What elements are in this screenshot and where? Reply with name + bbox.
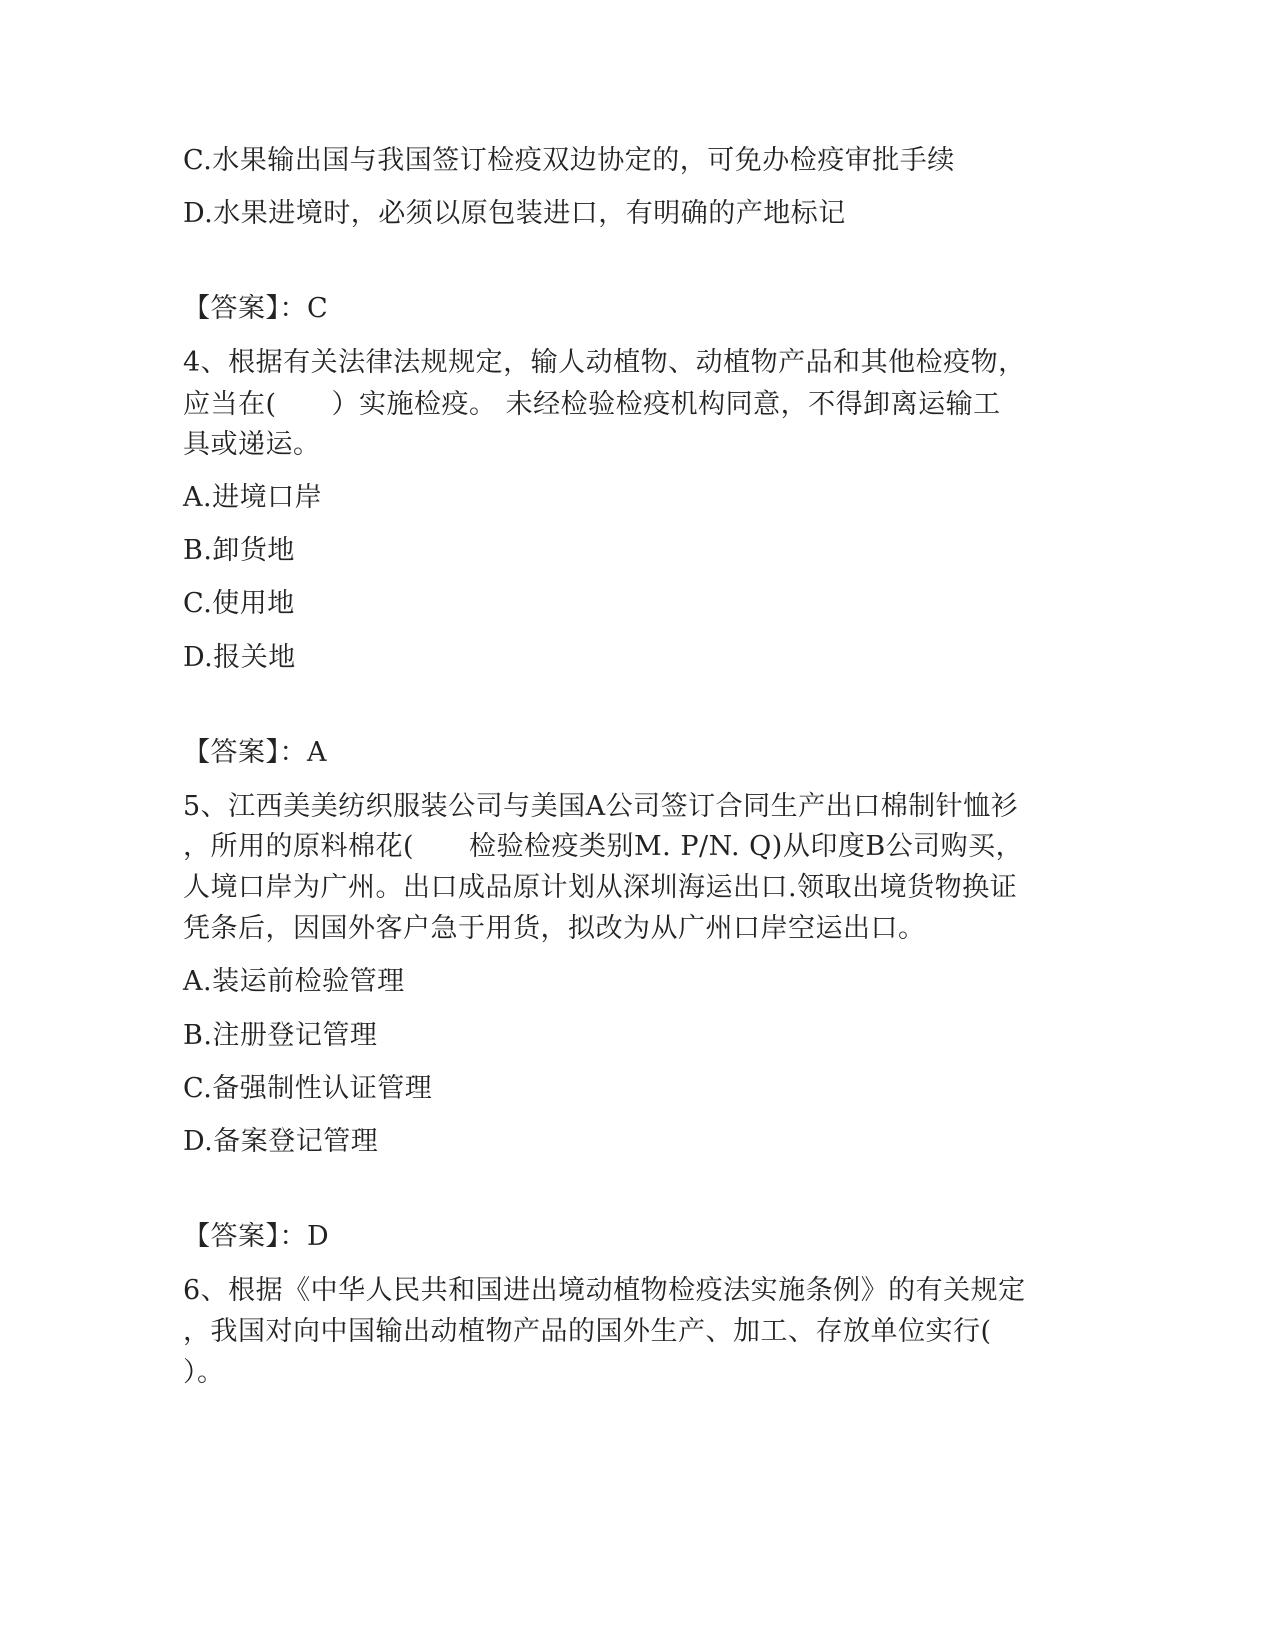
q3-option-c: C.水果输出国与我国签订检疫双边协定的，可免办检疫审批手续 bbox=[183, 145, 955, 176]
q4-option-c: C.使用地 bbox=[183, 588, 295, 619]
q4-stem-line-3: 具或递运。 bbox=[183, 429, 321, 460]
q5-stem-line-2: ，所用的原料棉花( 检验检疫类别M. P/N. Q)从印度B公司购买， bbox=[183, 831, 1024, 862]
q5-option-a: A.装运前检验管理 bbox=[183, 966, 405, 997]
q3-option-d: D.水果进境时，必须以原包装进口，有明确的产地标记 bbox=[183, 198, 846, 229]
q5-stem-line-3: 人境口岸为广州。出口成品原计划从深圳海运出口.领取出境货物换证 bbox=[183, 872, 1018, 903]
q5-option-b: B.注册登记管理 bbox=[183, 1020, 378, 1051]
q5-option-c: C.备强制性认证管理 bbox=[183, 1073, 433, 1104]
q4-stem-line-2: 应当在( ）实施检疫。 未经检验检疫机构同意，不得卸离运输工 bbox=[183, 389, 1001, 420]
q6-stem-line-1: 6、根据《中华人民共和国进出境动植物检疫法实施条例》的有关规定 bbox=[183, 1275, 1026, 1306]
q5-stem-line-1: 5、江西美美纺织服装公司与美国A公司签订合同生产出口棉制针恤衫 bbox=[183, 791, 1019, 822]
q5-stem-line-4: 凭条后，因国外客户急于用货，拟改为从广州口岸空运出口。 bbox=[183, 913, 926, 944]
q3-answer: 【答案】：C bbox=[183, 293, 329, 324]
q4-option-d: D.报关地 bbox=[183, 642, 296, 673]
q5-option-d: D.备案登记管理 bbox=[183, 1126, 379, 1157]
q4-option-b: B.卸货地 bbox=[183, 535, 295, 566]
q4-option-a: A.进境口岸 bbox=[183, 482, 323, 513]
q5-answer: 【答案】：D bbox=[183, 1221, 330, 1252]
q6-stem-line-2: ，我国对向中国输出动植物产品的国外生产、加工、存放单位实行( bbox=[183, 1316, 992, 1347]
q4-answer: 【答案】：A bbox=[183, 737, 327, 768]
q4-stem-line-1: 4、根据有关法律法规规定，输人动植物、动植物产品和其他检疫物， bbox=[183, 347, 1026, 378]
q6-stem-line-3: ）。 bbox=[183, 1357, 225, 1388]
